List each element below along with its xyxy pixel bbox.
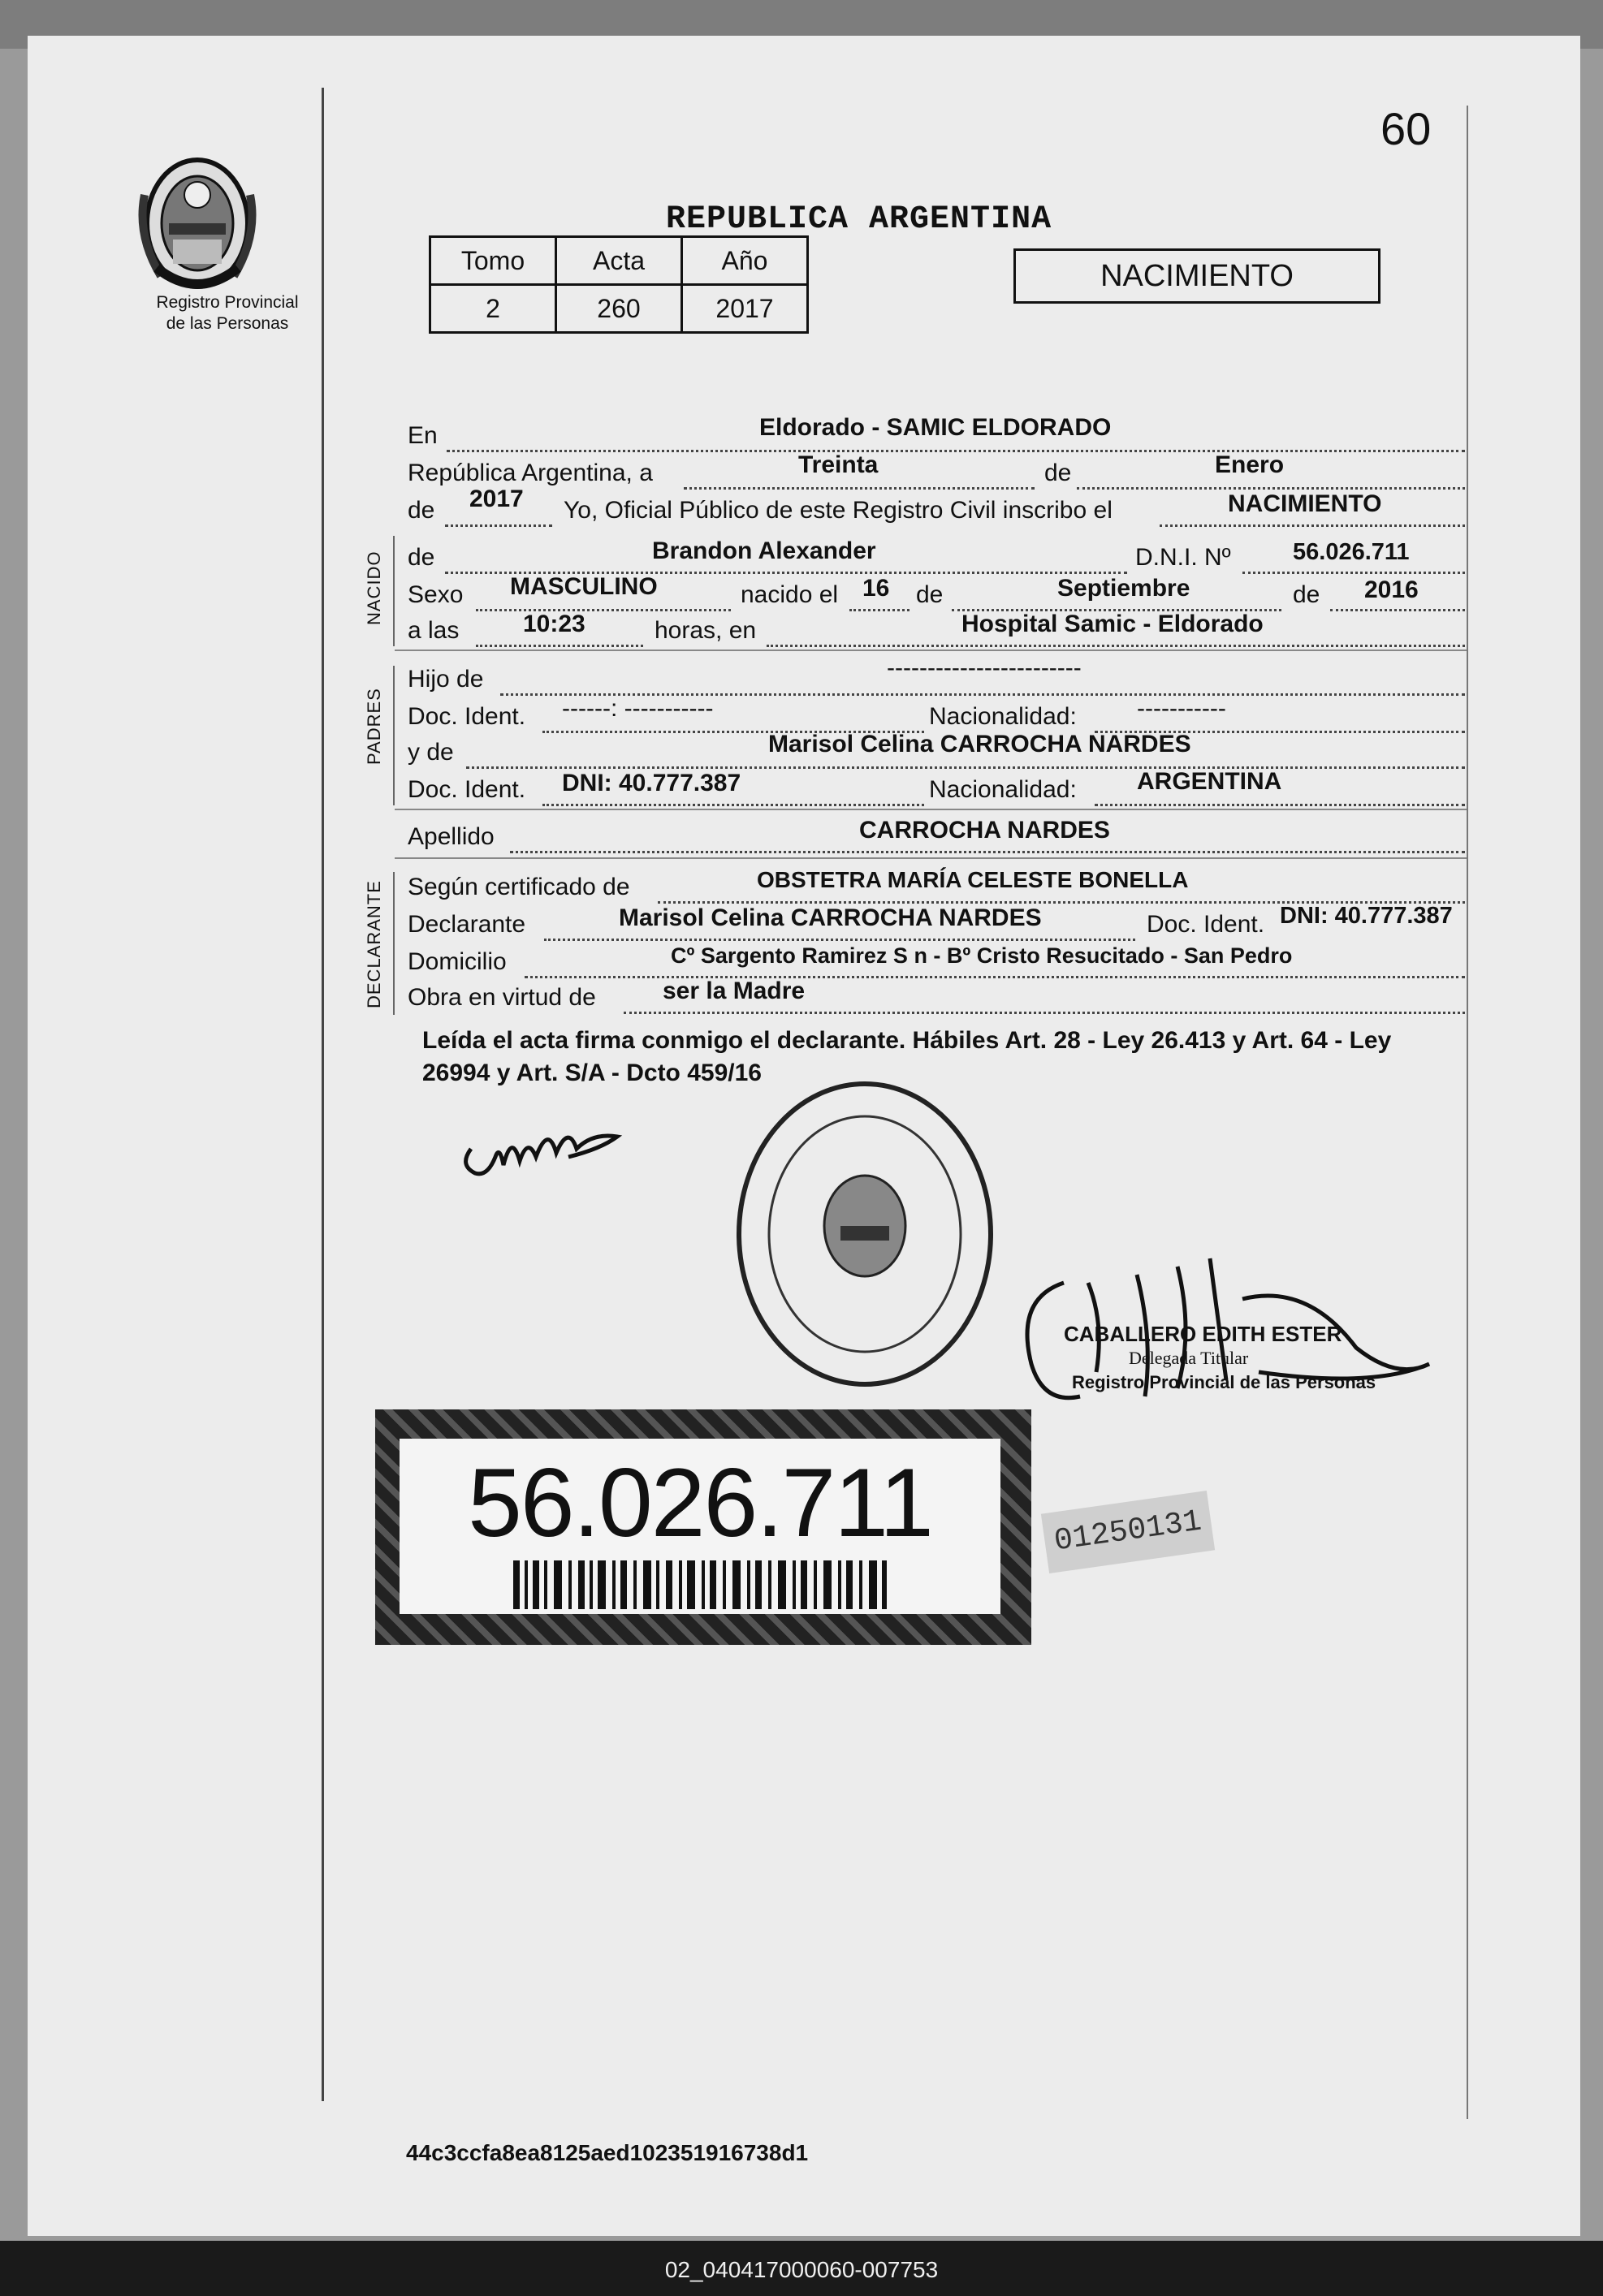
- mother-name: Marisol Celina CARROCHA NARDES: [768, 731, 1191, 757]
- declarant-signature-icon: [455, 1100, 633, 1189]
- right-margin-rule: [1467, 106, 1468, 2119]
- domicilio-value: Cº Sargento Ramirez S n - Bº Cristo Resucitado - San Pedro: [671, 943, 1293, 968]
- registry-value-tomo: 2: [430, 285, 556, 333]
- y-de-label: y de: [408, 739, 454, 766]
- en-label: En: [408, 422, 438, 449]
- de-label-2: de: [916, 581, 944, 608]
- mother-doc: DNI: 40.777.387: [562, 770, 741, 796]
- sexo-value: MASCULINO: [510, 573, 658, 600]
- issuer-caption: [106, 292, 349, 334]
- horas-label: horas, en: [655, 617, 757, 644]
- closing-statement: Leída el acta firma conmigo el declarante. Hábiles Art. 28 - Ley 26.413 y Art. 64 - Ley 26994 y Art. S/A - Dcto 459/16: [422, 1027, 1392, 1086]
- nacido-el-label: nacido el: [741, 581, 839, 608]
- yo-text: Yo, Oficial Público de este Registro Civil inscribo el: [564, 497, 1113, 524]
- padres-section-label: PADRES: [364, 688, 384, 765]
- name-value: Brandon Alexander: [652, 537, 876, 564]
- scan-file-code: 02_040417000060-007753: [664, 2257, 939, 2282]
- barcode-icon: [513, 1560, 887, 1609]
- day-value: Treinta: [798, 451, 879, 478]
- father-doc: ------: -----------: [562, 695, 714, 722]
- father-name: ------------------------: [887, 654, 1082, 681]
- father-nationality: -----------: [1137, 695, 1226, 722]
- year-prefix-label: de: [408, 497, 435, 524]
- issuer-caption-line1: Registro Provincial: [156, 293, 299, 312]
- dni-label: D.N.I. Nº: [1135, 544, 1231, 571]
- official-office: Registro Provincial de las Personas: [1072, 1372, 1376, 1392]
- name-label: de: [408, 544, 435, 571]
- obra-value: ser la Madre: [663, 978, 806, 1004]
- birth-day: 16: [862, 575, 890, 602]
- apellido-label: Apellido: [408, 823, 495, 850]
- birth-place: Hospital Samic - Eldorado: [961, 611, 1264, 637]
- de-label: de: [1044, 460, 1072, 486]
- left-margin-rule: [322, 88, 324, 2101]
- act-value: NACIMIENTO: [1228, 490, 1382, 517]
- section-rule: [393, 666, 395, 805]
- official-seal-icon: [731, 1072, 999, 1396]
- year-value: 2017: [469, 486, 524, 512]
- section-rule: [393, 536, 395, 646]
- control-number: 01250131: [1052, 1504, 1204, 1560]
- decl-doc-label: Doc. Ident.: [1147, 911, 1265, 938]
- barcode-inner: [400, 1439, 1000, 1614]
- document-hash: 44c3ccfa8ea8125aed102351916738d1: [406, 2140, 809, 2165]
- domicilio-label: Domicilio: [408, 948, 507, 975]
- registry-table: [429, 235, 809, 334]
- certificado-value: OBSTETRA MARÍA CELESTE BONELLA: [757, 867, 1189, 892]
- obra-label: Obra en virtud de: [408, 984, 596, 1011]
- barcode-label: [375, 1409, 1031, 1645]
- republica-label: República Argentina, a: [408, 460, 653, 486]
- mother-nationality: ARGENTINA: [1137, 768, 1282, 795]
- official-name: CABALLERO EDITH ESTER: [1064, 1322, 1342, 1346]
- de-label-3: de: [1293, 581, 1320, 608]
- declarante-section-label: DECLARANTE: [364, 880, 384, 1008]
- declarante-label: Declarante: [408, 911, 526, 938]
- barcode-number: 56.026.711: [468, 1448, 932, 1557]
- doc-ident-label: Doc. Ident.: [408, 703, 526, 730]
- section-divider: [395, 857, 1467, 859]
- nacido-section-label: NACIDO: [364, 550, 384, 625]
- registry-value-ano: 2017: [682, 285, 808, 333]
- section-rule: [393, 872, 395, 1015]
- section-divider: [395, 809, 1467, 810]
- nacionalidad-label: Nacionalidad:: [929, 703, 1077, 730]
- birth-year: 2016: [1364, 576, 1419, 603]
- dni-value: 56.026.711: [1293, 539, 1410, 565]
- doc-ident-label-2: Doc. Ident.: [408, 776, 526, 803]
- a-las-label: a las: [408, 617, 460, 644]
- document-title: REPUBLICA ARGENTINA: [666, 201, 1052, 238]
- section-divider: [395, 650, 1467, 651]
- decl-doc-value: DNI: 40.777.387: [1280, 903, 1453, 929]
- registry-value-acta: 260: [556, 285, 682, 333]
- month-value: Enero: [1215, 451, 1285, 478]
- record-type-box: NACIMIENTO: [1013, 248, 1380, 304]
- declarante-value: Marisol Celina CARROCHA NARDES: [619, 904, 1042, 931]
- issuer-caption-line2: de las Personas: [166, 314, 289, 333]
- certificado-label: Según certificado de: [408, 874, 630, 900]
- registry-header-tomo: Tomo: [430, 237, 556, 285]
- hijo-de-label: Hijo de: [408, 666, 484, 693]
- birth-month: Septiembre: [1057, 575, 1190, 602]
- en-value: Eldorado - SAMIC ELDORADO: [759, 414, 1112, 441]
- apellido-value: CARROCHA NARDES: [859, 817, 1110, 844]
- nacionalidad-label-2: Nacionalidad:: [929, 776, 1077, 803]
- sexo-label: Sexo: [408, 581, 464, 608]
- registry-header-ano: Año: [682, 237, 808, 285]
- official-role: Delegada Titular: [1129, 1348, 1249, 1368]
- registry-header-acta: Acta: [556, 237, 682, 285]
- birth-time: 10:23: [523, 611, 585, 637]
- page-number: 60: [1380, 103, 1432, 154]
